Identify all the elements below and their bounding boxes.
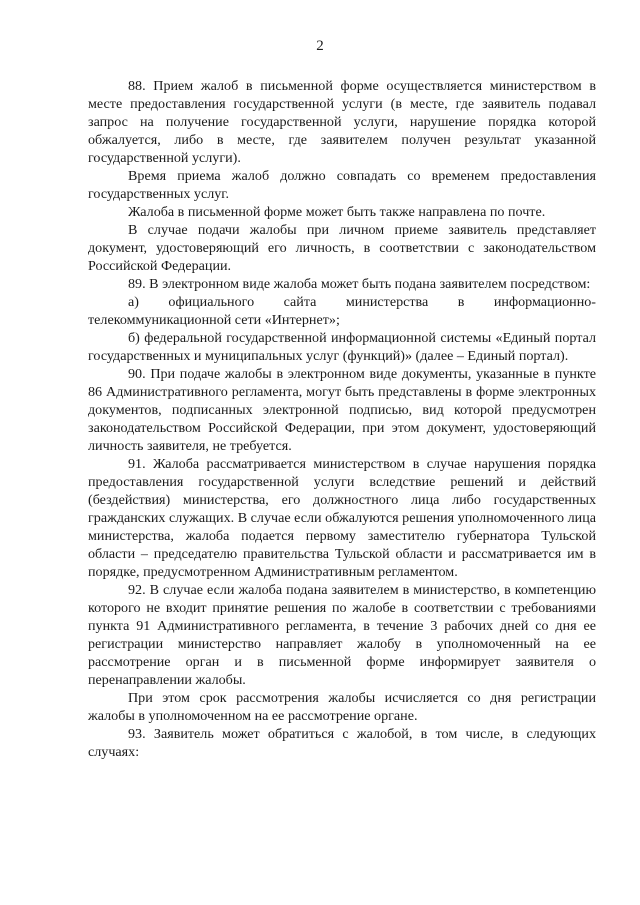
paragraph-93: 93. Заявитель может обратиться с жалобой, в том числе, в следующих случаях: — [88, 726, 596, 760]
paragraph-92: 92. В случае если жалоба подана заявителем в министерство, в компетенцию которого не входит принятие решения по жалобе в соответствии с требованиями пункта 91 Административного регламента, в течение 3 рабочих дней со дня ее регистрации министерство направляет жалобу в уполномоченный на ее рассмотрение орган и в письменной форме информирует заявителя о перенаправлении жалобы. — [88, 582, 596, 688]
paragraph-review-period: При этом срок рассмотрения жалобы исчисляется со дня регистрации жалобы в уполномоченном на ее рассмотрение органе. — [88, 690, 596, 724]
paragraph-89: 89. В электронном виде жалоба может быть подана заявителем посредством: — [128, 276, 591, 292]
paragraph-personal-reception: В случае подачи жалобы при личном приеме заявитель представляет документ, удостоверяющий его личность, в соответствии с законодательством Российской Федерации. — [88, 222, 596, 274]
paragraph-90: 90. При подаче жалобы в электронном виде документы, указанные в пункте 86 Административного регламента, могут быть представлены в форме электронных документов, подписанных электронной подписью, вид которой предусмотрен законодательством Российской Федерации, при этом документ, удостоверяющий личность заявителя, не требуется. — [88, 366, 596, 454]
document-body — [88, 77, 596, 761]
paragraph-89-a: а) официального сайта министерства в информационно-телекоммуникационной сети «Интернет»; — [88, 294, 596, 328]
page-number: 2 — [316, 38, 324, 54]
paragraph-88: 88. Прием жалоб в письменной форме осуществляется министерством в месте предоставления государственной услуги (в месте, где заявитель подавал запрос на получение государственной услуги, нарушение порядка которой обжалуется, либо в месте, где заявителем получен результат указанной государственной услуги). — [88, 78, 596, 166]
paragraph-89-b: б) федеральной государственной информационной системы «Единый портал государственных и муниципальных услуг (функций)» (далее – Единый портал). — [88, 330, 596, 364]
paragraph-reception-time: Время приема жалоб должно совпадать со временем предоставления государственных услуг. — [88, 168, 596, 202]
paragraph-mail: Жалоба в письменной форме может быть также направлена по почте. — [128, 204, 546, 220]
paragraph-91: 91. Жалоба рассматривается министерством в случае нарушения порядка предоставления государственной услуги вследствие решений и действий (бездействия) министерства, его должностного лица либо государственных гражданских служащих. В случае если обжалуются решения уполномоченного лица министерства, жалоба подается первому заместителю губернатора Тульской области – председателю правительства Тульской области и рассматривается им в порядке, предусмотренном Административным регламентом. — [88, 456, 596, 580]
